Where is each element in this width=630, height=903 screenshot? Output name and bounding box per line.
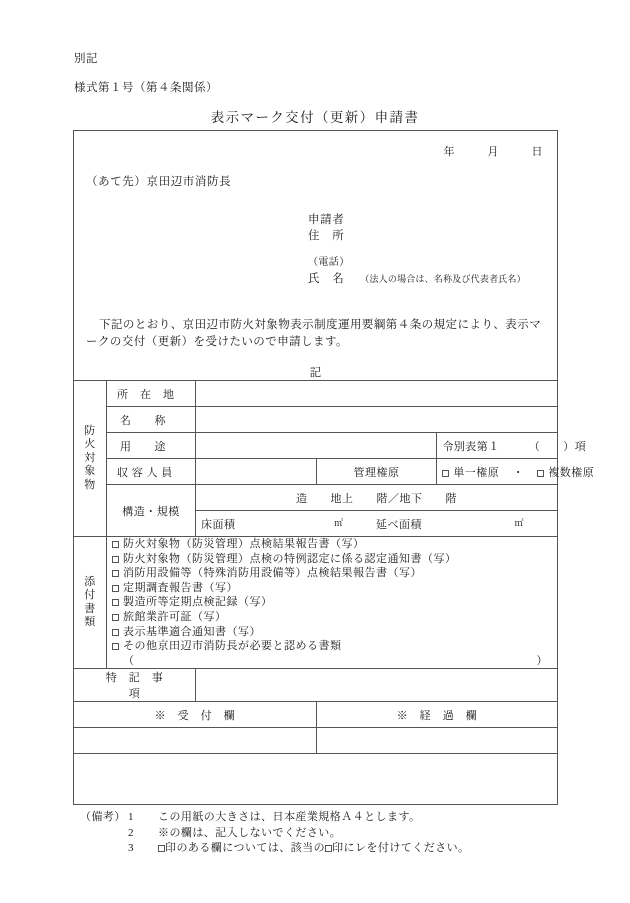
checkbox-attachment-7[interactable]: [112, 629, 119, 636]
structure-label: 構造・規模: [107, 485, 196, 537]
attachment-label-4: 定期調査報告書（写）: [123, 581, 238, 594]
attachment-item: [112, 581, 552, 596]
capacity-value[interactable]: [196, 459, 317, 485]
footnote-text-3a: 印のある欄については、該当の: [165, 842, 326, 854]
attachment-item: [112, 639, 552, 654]
checkbox-attachment-1[interactable]: [112, 541, 119, 548]
remarks-label: [74, 669, 196, 702]
attachment-item: [112, 537, 552, 552]
checkbox-single-authority[interactable]: [442, 470, 449, 477]
checkbox-attachment-3[interactable]: [112, 570, 119, 577]
attachment-label-8: その他京田辺市消防長が必要と認める書類: [123, 640, 342, 653]
structure-scale-value[interactable]: 造 地上 階／地下 階: [196, 485, 558, 511]
use-label: [107, 433, 196, 459]
progress-column-header: ※ 経 過 欄: [316, 702, 557, 728]
footnote-text-2: ※の欄は、記入しないでください。: [158, 826, 342, 839]
attachment-label-1: 防火対象物（防災管理）点検結果報告書（写）: [123, 538, 365, 550]
table-row-remarks: [74, 669, 558, 702]
table-row-location: [74, 381, 558, 407]
ki-marker: 記: [309, 367, 322, 379]
attachments-list: [107, 537, 558, 669]
subject-vertical-label-text: 防 火 対 象 物: [84, 424, 96, 491]
applicant-name-note: （法人の場合は、名称及び代表者氏名）: [360, 273, 526, 284]
date-row: [444, 143, 544, 159]
checkbox-attachment-5[interactable]: [112, 599, 119, 606]
attachment-item: [112, 625, 552, 640]
area-row: [196, 511, 558, 537]
month-label: 月: [487, 146, 499, 158]
checkbox-glyph-icon: [158, 845, 165, 852]
footnote-text-1: この用紙の大きさは、日本産業規格Ａ４とします。: [158, 811, 421, 823]
location-label-text: 所 在 地: [117, 388, 175, 401]
applicant-address-label: 住 所: [308, 229, 345, 242]
table-row-use: [74, 433, 558, 459]
applicant-label: 申請者: [308, 214, 345, 226]
attachment-item: [112, 610, 552, 625]
attachment-other-field[interactable]: [112, 654, 552, 669]
table-row-office-body: [74, 728, 558, 754]
form-number-label: 様式第１号（第４条関係）: [74, 82, 218, 94]
table-row-structure-top: [74, 485, 558, 511]
attachments-vertical-label: [74, 537, 107, 669]
paren-close: ）: [536, 654, 548, 667]
authority-separator: ・: [512, 466, 525, 479]
attachment-item: [112, 595, 552, 610]
use-label-text: 用 途: [120, 440, 166, 453]
table-row-capacity: [74, 459, 558, 485]
single-authority-label: 単一権原: [453, 466, 500, 479]
receipt-column-body[interactable]: [74, 728, 317, 754]
attachment-label-3: 消防用設備等（特殊消防用設備等）点検結果報告書（写）: [123, 567, 422, 580]
footnote-row-3: [80, 841, 470, 857]
footnotes-label: （備考）: [80, 811, 126, 823]
attachment-label-2: 防火対象物（防災管理）点検の特例認定に係る認定通知書（写）: [123, 552, 457, 565]
application-form-box: [73, 130, 595, 805]
capacity-label: [107, 459, 196, 485]
attachment-label-5: 製造所等定期点検記録（写）: [123, 596, 273, 609]
checkbox-multiple-authority[interactable]: [537, 470, 544, 477]
day-label: 日: [531, 146, 543, 158]
checkbox-attachment-6[interactable]: [112, 614, 119, 621]
application-detail-table: [73, 380, 595, 754]
applicant-name-label: 氏 名: [308, 272, 345, 285]
footnote-number-3: 3: [128, 842, 134, 854]
checkbox-attachment-2[interactable]: [112, 556, 119, 563]
attachments-vertical-label-text: 添 付 書 類: [84, 575, 96, 629]
paren-open: （: [123, 654, 135, 667]
authority-label: 管理権原: [316, 459, 437, 485]
multiple-authority-label: 複数権原: [548, 466, 595, 479]
name-label-text: 名 称: [120, 414, 166, 427]
total-area-unit: ㎡: [514, 517, 525, 528]
addressee-line: （あて先）京田辺市消防長: [86, 176, 232, 188]
subject-vertical-label: [74, 381, 107, 537]
attachment-label-6: 旅館業許可証（写）: [123, 610, 227, 623]
applicant-block: [308, 213, 526, 287]
total-area-label: 延べ面積: [376, 518, 423, 531]
remarks-value[interactable]: [196, 669, 558, 702]
progress-column-body[interactable]: [316, 728, 557, 754]
floor-area-unit: ㎡: [334, 517, 344, 528]
ordinance-table-cell: 令別表第１ （ ）項: [437, 433, 558, 459]
footnote-number-1: 1: [128, 811, 134, 823]
footnote-text-3b: 印にレを付けてください。: [332, 842, 470, 854]
year-label: 年: [443, 146, 455, 158]
applicant-name-row: [308, 272, 526, 288]
attachment-item: [112, 552, 552, 567]
page-title: 表示マーク交付（更新）申請書: [210, 110, 420, 125]
remarks-label-text: 特 記 事 項: [105, 672, 175, 701]
footnote-row-1: [80, 810, 470, 826]
table-row-attachments: [74, 537, 558, 669]
location-label: [107, 381, 196, 407]
authority-options: [437, 459, 595, 485]
table-row-office-head: [74, 702, 558, 728]
name-label: [107, 407, 196, 433]
use-value[interactable]: [196, 433, 437, 459]
footnote-row-2: [80, 826, 470, 842]
name-value[interactable]: [196, 407, 558, 433]
location-value[interactable]: [196, 381, 558, 407]
checkbox-attachment-8[interactable]: [112, 643, 119, 650]
footnote-number-2: 2: [128, 826, 134, 839]
footnotes: [80, 810, 470, 857]
attachment-item: [112, 566, 552, 581]
floor-area-label: 床面積: [201, 518, 236, 531]
table-row-name: [74, 407, 558, 433]
checkbox-attachment-4[interactable]: [112, 585, 119, 592]
applicant-tel-label: （電話）: [308, 257, 350, 268]
bekki-label: 別記: [74, 53, 98, 65]
attachment-label-7: 表示基準適合通知書（写）: [123, 625, 261, 638]
capacity-label-text: 収 容 人 員: [117, 466, 173, 479]
application-body-text: 下記のとおり、京田辺市防火対象物表示制度運用要綱第４条の規定により、表示マークの交付（更新）を受けたいので申請します。: [86, 319, 542, 348]
receipt-column-header: ※ 受 付 欄: [74, 702, 317, 728]
